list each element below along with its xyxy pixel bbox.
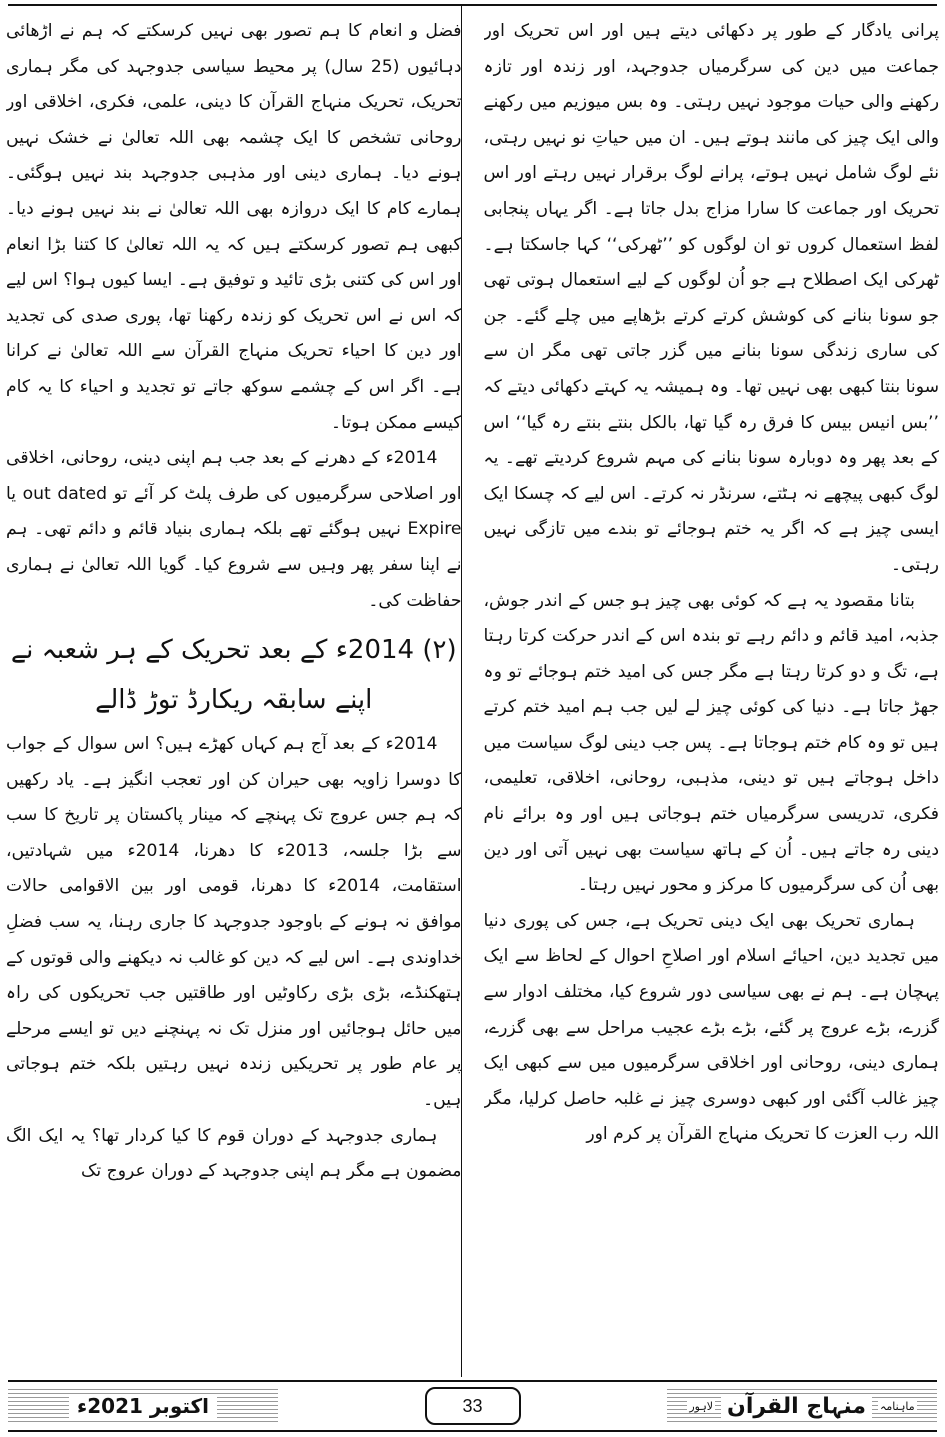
paragraph: بتانا مقصود یہ ہے کہ کوئی بھی چیز ہو جس کے اندر جوش، جذبہ، امید قائم و دائم رہے تو بندہ اس کے اندر حرکت کرتا رہتا ہے، تگ و دو کرتا رہتا ہے مگر جس کی امید ختم ہوجائے تو وہ جھڑ جاتا ہے۔ دنیا کی کوئی چیز لے لیں جب ہم امید ختم کرتے ہیں تو وہ کام ختم ہوجاتا ہے۔ پس جب دینی لوگ سیاست میں داخل ہوجاتے ہیں تو دینی، مذہبی، روحانی، اخلاقی، تعلیمی، فکری، تدریسی سرگرمیاں ختم ہوجاتی ہیں اور وہ برائے نام دینی رہ جاتے ہیں۔ اُن کے ہاتھ سیاست بھی نہیں آتی اور دین بھی اُن کی سرگرمیوں کا مرکز و محور نہیں رہتا۔ xyxy=(483,590,939,896)
brand-name: منہاج القرآن xyxy=(721,1394,872,1419)
top-rule xyxy=(8,4,937,6)
page-footer xyxy=(8,1380,937,1432)
paragraph: ہماری جدوجہد کے دوران قوم کا کیا کردار تھا؟ یہ ایک الگ مضمون ہے مگر ہم اپنی جدوجہد کے دوران عروج تک xyxy=(6,1125,462,1182)
section-heading: (۲) 2014ء کے بعد تحریک کے ہر شعبہ نے اپنے سابقہ ریکارڈ توڑ ڈالے xyxy=(10,635,457,716)
paragraph: ہماری تحریک بھی ایک دینی تحریک ہے، جس کی پوری دنیا میں تجدید دین، احیائے اسلام اور اصلاحِ احوال کے لحاظ سے ایک پہچان ہے۔ ہم نے بھی سیاسی دور شروع کیا، مختلف ادوار سے گزرے، بڑے عروج پر گئے، بڑے بڑے عجیب مراحل سے بھی گزرے، ہماری دینی، روحانی اور اخلاقی سرگرمیوں میں سے کبھی ایک چیز غالب آگئی اور کبھی دوسری چیز نے غلبہ حاصل کرلیا، مگر اللہ رب العزت کا تحریک منہاج القرآن پر کرم اور xyxy=(483,910,939,1145)
brand-city: لاہور xyxy=(689,1399,714,1413)
left-column xyxy=(6,14,462,1374)
brand-prefix: ماہنامہ xyxy=(879,1399,915,1413)
paragraph: فضل و انعام کا ہم تصور بھی نہیں کرسکتے کہ ہم نے اڑھائی دہائیوں (25 سال) پر محیط سیاسی جدوجہد کی مگر ہماری تحریک، تحریک منہاج القرآن کا دینی، علمی، فکری، اخلاقی اور روحانی تشخص کا ایک چشمہ بھی اللہ تعالیٰ نے خشک نہیں ہونے دیا۔ ہماری دینی اور مذہبی جدوجہد بند نہیں ہوگئی۔ ہمارے کام کا ایک دروازہ بھی اللہ تعالیٰ نے بند نہیں ہونے دیا۔ کبھی ہم تصور کرسکتے ہیں کہ یہ اللہ تعالیٰ کا کتنا بڑا انعام اور اس کی کتنی بڑی تائید و توفیق ہے۔ ایسا کیوں ہوا؟ اس لیے کہ اس نے اس تحریک کو زندہ رکھنا تھا، پوری صدی کی تجدید اور دین کا احیاء تحریک منہاج القرآن سے اللہ تعالیٰ نے کرانا ہے۔ اگر اس کے چشمے سوکھ جاتے تو تجدید و احیاء کا یہ کام کیسے ممکن ہوتا۔ xyxy=(6,21,462,433)
magazine-brand xyxy=(667,1387,937,1425)
page-number: 33 xyxy=(425,1387,521,1425)
right-column xyxy=(484,14,940,1374)
issue-date xyxy=(8,1387,278,1425)
text-columns xyxy=(6,14,939,1374)
paragraph: 2014ء کے دھرنے کے بعد جب ہم اپنی دینی، روحانی، اخلاقی اور اصلاحی سرگرمیوں کی طرف پلٹ کر آئے تو out dated یا Expire نہیں ہوگئے تھے بلکہ ہماری بنیاد قائم و دائم تھی۔ ہم نے اپنا سفر پھر وہیں سے شروع کیا۔ گویا اللہ تعالیٰ نے ہماری حفاظت کی۔ xyxy=(6,448,462,611)
column-divider xyxy=(461,6,462,1377)
issue-date-text: اکتوبر 2021ء xyxy=(69,1394,217,1418)
paragraph: پرانی یادگار کے طور پر دکھائی دیتے ہیں اور اس تحریک اور جماعت میں دین کی سرگرمیاں جدوجہد، اور زندہ اور تازہ رکھنے والی حیات موجود نہیں رہتی۔ وہ بس میوزیم میں رکھنے والی ایک چیز کی مانند ہوتے ہیں۔ ان میں حیاتِ نو نہیں رہتی، نئے لوگ شامل نہیں ہوتے، پرانے لوگ برقرار نہیں رہتے اور اس تحریک اور جماعت کا سارا مزاج بدل جاتا ہے۔ اگر یہاں پنجابی لفظ استعمال کروں تو ان لوگوں کو ’’ٹھرکی‘‘ کہا جاسکتا ہے۔ ٹھرکی ایک اصطلاح ہے جو اُن لوگوں کے لیے استعمال ہوتی تھی جو سونا بنانے کی کوشش کرتے کرتے بڑھاپے میں چلے گئے۔ جن کی ساری زندگی سونا بنانے میں گزر جاتی تھی مگر ان سے سونا بنتا کبھی بھی نہیں تھا۔ وہ ہمیشہ یہ کہتے دکھائی دیتے کہ ’’بس انیس بیس کا فرق رہ گیا تھا، بالکل بنتے بنتے رہ گیا‘‘ اس کے بعد پھر وہ دوبارہ سونا بنانے کی مہم شروع کردیتے تھے۔ یہ لوگ کبھی پیچھے نہ ہٹتے، سرنڈر نہ کرتے۔ اس لیے کہ چسکا ایک ایسی چیز ہے کہ اگر یہ ختم ہوجائے تو بندے میں تازگی نہیں رہتی۔ xyxy=(483,21,939,575)
paragraph: 2014ء کے بعد آج ہم کہاں کھڑے ہیں؟ اس سوال کے جواب کا دوسرا زاویہ بھی حیران کن اور تعجب انگیز ہے۔ یاد رکھیں کہ ہم جس عروج تک پہنچے کہ مینار پاکستان پر تاریخ کا سب سے بڑا جلسہ، 2013ء کا دھرنا، 2014ء میں شہادتیں، استقامت، 2014ء کا دھرنا، قومی اور بین الاقوامی حالات موافق نہ ہونے کے باوجود جدوجہد کا جاری رہنا، یہ سب فضلِ خداوندی ہے۔ اس لیے کہ دین کو غالب نہ دیکھنے والی قوتوں کے ہتھکنڈے، بڑی بڑی رکاوٹیں اور طاقتیں جب تحریکوں کی راہ میں حائل ہوجائیں اور منزل تک نہ پہنچنے دیں تو ایسے مرحلے پر عام طور پر تحریکیں زندہ نہیں رہتیں بلکہ ختم ہوجاتی ہیں۔ xyxy=(6,734,462,1111)
